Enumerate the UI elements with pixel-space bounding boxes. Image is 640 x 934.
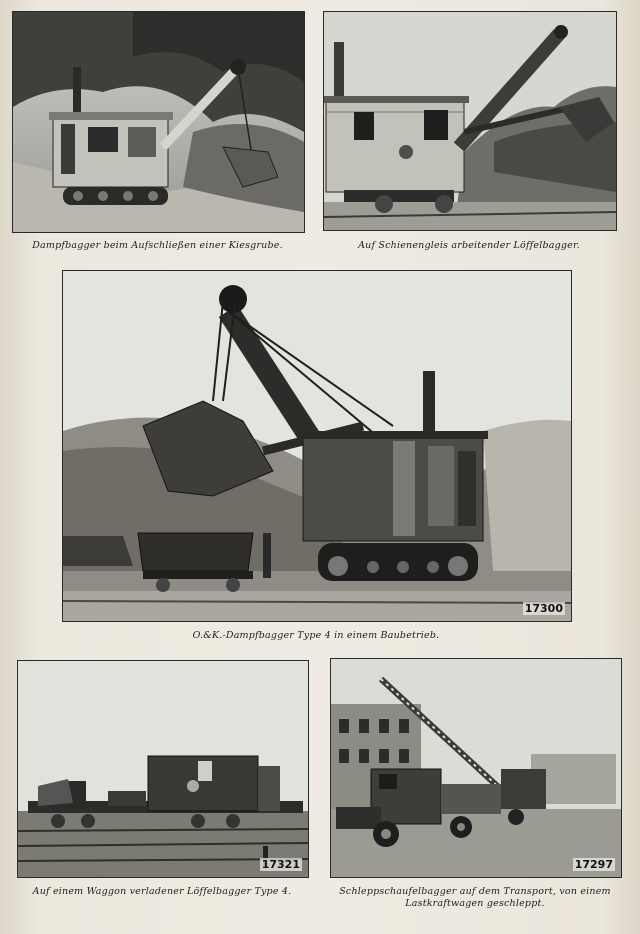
caption-photo-5-line-2: Lastkraftwagen geschleppt.: [405, 898, 545, 909]
caption-photo-5-line-1: Schleppschaufelbagger auf dem Transport, von einem: [339, 886, 611, 897]
photo-ok-steam-excavator-type-4: [62, 270, 572, 622]
photo-rail-mounted-shovel: [323, 11, 617, 231]
photo-steam-shovel-gravel-pit: [12, 11, 305, 233]
caption-photo-4: Auf einem Waggon verladener Löffelbagger Type 4.: [32, 886, 292, 897]
photo-shovel-loaded-on-wagon: [17, 660, 309, 878]
caption-photo-3: O.&K.-Dampfbagger Type 4 in einem Baubetrieb.: [192, 630, 440, 641]
plate-number-17297: 17297: [574, 858, 613, 871]
plate-number-17300: 17300: [524, 602, 563, 615]
photo-dragline-towed-by-truck: [330, 658, 622, 878]
caption-photo-1: Dampfbagger beim Aufschließen einer Kiesgrube.: [32, 240, 283, 251]
plate-number-17321: 17321: [261, 858, 300, 871]
caption-photo-2: Auf Schienengleis arbeitender Löffelbagger.: [358, 240, 580, 251]
